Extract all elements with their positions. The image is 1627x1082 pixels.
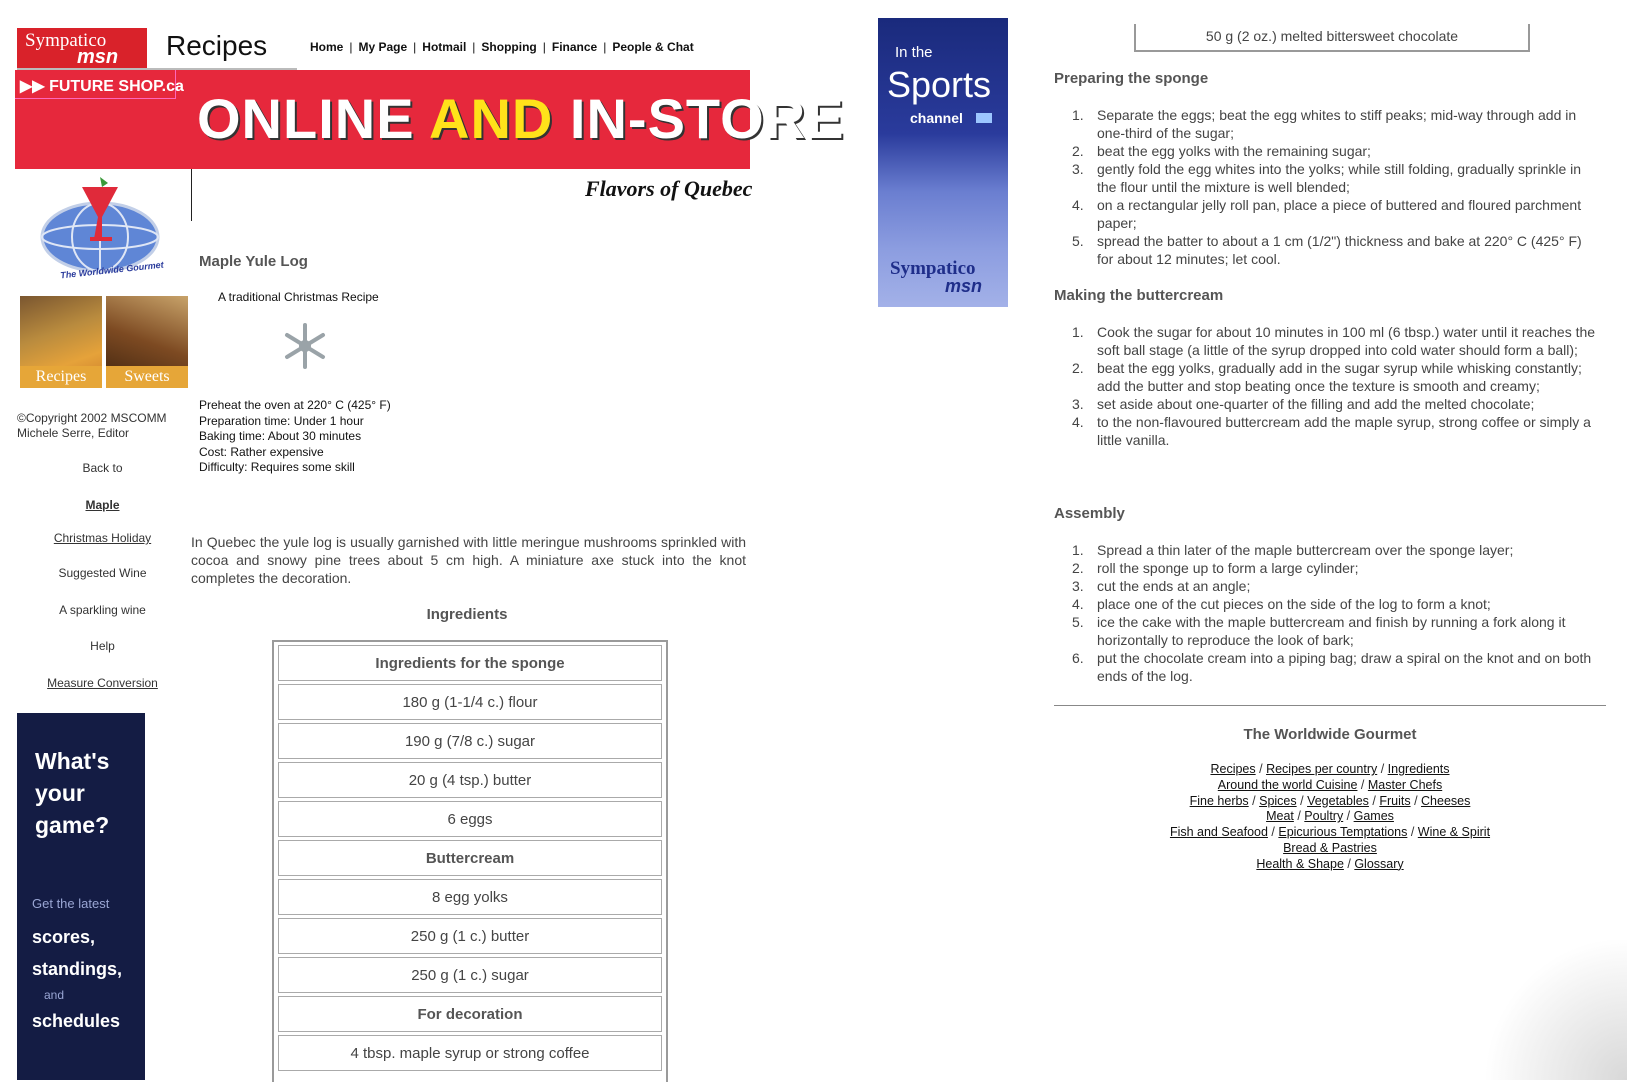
ingredients-heading: Ingredients xyxy=(426,606,508,623)
footer-link-row xyxy=(1054,857,1606,873)
ingredient-row: 20 g (4 tsp.) butter xyxy=(278,762,662,798)
sweets-thumb-label: Sweets xyxy=(106,366,188,388)
step-text: to the non-flavoured buttercream add the maple syrup, strong coffee or simply a little vanilla. xyxy=(1097,414,1591,448)
step-number: 1. xyxy=(1072,107,1084,123)
step-number: 3. xyxy=(1072,578,1084,594)
assembly-step xyxy=(1072,559,1602,577)
footer-link[interactable]: Fish and Seafood xyxy=(1169,825,1268,840)
buttercream-steps xyxy=(1072,323,1602,449)
ad-in-the: In the xyxy=(895,44,933,61)
sidebar-link-christmas-holiday[interactable]: Christmas Holiday xyxy=(53,531,152,545)
ingredient-row-chocolate: 50 g (2 oz.) melted bittersweet chocolate xyxy=(1134,24,1530,52)
step-text: Spread a thin later of the maple buttercream over the sponge layer; xyxy=(1097,542,1514,558)
assembly-step xyxy=(1072,613,1602,649)
footer-links xyxy=(1054,762,1606,873)
step-number: 2. xyxy=(1072,143,1084,159)
footer-divider xyxy=(1054,705,1606,706)
ingredient-group-header: Ingredients for the sponge xyxy=(278,645,662,681)
ad-scores: scores, xyxy=(32,927,96,947)
worldwide-gourmet-logo[interactable] xyxy=(30,173,170,288)
step-number: 5. xyxy=(1072,233,1084,249)
assembly-step xyxy=(1072,649,1602,685)
recipe-title: Maple Yule Log xyxy=(199,253,308,270)
assembly-steps xyxy=(1072,541,1602,685)
step-text: gently fold the egg whites into the yolks; while still folding, gradually sprinkle in the flour until the mixture is well blended; xyxy=(1097,161,1582,195)
whats-your-game-ad[interactable] xyxy=(17,713,145,1080)
footer-separator: / xyxy=(1293,809,1305,824)
sponge-heading: Preparing the sponge xyxy=(1054,70,1209,87)
nav-my-page[interactable]: My Page xyxy=(358,40,408,54)
nav-separator: | xyxy=(472,40,476,54)
footer-link-row xyxy=(1054,809,1606,825)
nav-separator: | xyxy=(542,40,546,54)
step-number: 6. xyxy=(1072,650,1084,666)
buttercream-step xyxy=(1072,413,1602,449)
assembly-step xyxy=(1072,577,1602,595)
recipe-facts xyxy=(199,398,391,476)
ad-headline-3: game? xyxy=(35,812,110,838)
buttercream-step xyxy=(1072,359,1602,395)
step-text: put the chocolate cream into a piping bag; draw a spiral on the knot and on both ends of the log. xyxy=(1097,650,1592,684)
back-to-label: Back to xyxy=(82,461,123,475)
footer-separator: / xyxy=(1368,793,1380,808)
sponge-step xyxy=(1072,232,1592,268)
scan-smudge xyxy=(1480,940,1627,1080)
footer-link[interactable]: Games xyxy=(1353,809,1394,824)
step-number: 1. xyxy=(1072,542,1084,558)
suggested-wine-label: Suggested Wine xyxy=(58,566,147,580)
recipes-thumbnail[interactable] xyxy=(20,296,102,388)
footer-link[interactable]: Recipes xyxy=(1210,762,1256,776)
ad-channel: channel xyxy=(910,110,963,126)
step-text: spread the batter to about a 1 cm (1/2") thickness and bake at 220° C (425° F) for about 12 minutes; let cool. xyxy=(1097,233,1582,267)
step-number: 4. xyxy=(1072,197,1084,213)
step-text: place one of the cut pieces on the side of the log to form a knot; xyxy=(1097,596,1491,612)
footer-link[interactable]: Health & Shape xyxy=(1256,856,1344,871)
footer-title: The Worldwide Gourmet xyxy=(1243,726,1417,743)
copyright-line2: Michele Serre, Editor xyxy=(17,426,130,440)
nav-separator: | xyxy=(603,40,607,54)
sponge-step xyxy=(1072,196,1592,232)
footer-link[interactable]: Master Chefs xyxy=(1367,777,1443,792)
fact-difficulty: Difficulty: Requires some skill xyxy=(199,460,355,474)
content-divider xyxy=(191,169,192,221)
banner-headline-a: ONLINE xyxy=(197,87,430,150)
fact-prep-time: Preparation time: Under 1 hour xyxy=(199,413,364,428)
step-number: 2. xyxy=(1072,560,1084,576)
step-number: 3. xyxy=(1072,396,1084,412)
footer-link[interactable]: Fruits xyxy=(1379,793,1411,808)
footer-link-row xyxy=(1054,825,1606,841)
ingredient-group-header: Buttercream xyxy=(278,840,662,876)
sponge-step xyxy=(1072,142,1592,160)
footer-separator: / xyxy=(1248,793,1260,808)
ad-headline-1: What's xyxy=(35,748,110,774)
nav-finance[interactable]: Finance xyxy=(551,40,598,54)
step-text: roll the sponge up to form a large cylinder; xyxy=(1097,560,1359,576)
double-chevron-icon: ▶▶ xyxy=(20,78,45,95)
step-number: 1. xyxy=(1072,324,1084,340)
ingredient-row: 180 g (1-1/4 c.) flour xyxy=(278,684,662,720)
logo-line1: Sympatico xyxy=(25,30,107,51)
step-number: 2. xyxy=(1072,360,1084,376)
sweets-thumbnail[interactable] xyxy=(106,296,188,388)
footer-link[interactable]: Spices xyxy=(1259,793,1297,808)
assembly-step xyxy=(1072,595,1602,613)
sponge-step xyxy=(1072,106,1592,142)
nav-home[interactable]: Home xyxy=(310,40,344,54)
ingredient-row: 250 g (1 c.) butter xyxy=(278,918,662,954)
recipe-subtitle: A traditional Christmas Recipe xyxy=(218,290,379,304)
ingredient-row: 250 g (1 c.) sugar xyxy=(278,957,662,993)
logo-line2: msn xyxy=(77,46,119,68)
footer-link[interactable]: Wine & Spirit xyxy=(1417,825,1491,840)
sidebar-link-maple[interactable]: Maple xyxy=(85,498,120,512)
assembly-heading: Assembly xyxy=(1054,505,1125,522)
ingredients-table xyxy=(272,640,668,1082)
banner-headline-c: IN-STORE xyxy=(553,87,845,150)
footer-separator: / xyxy=(1407,825,1418,840)
sponge-steps xyxy=(1072,106,1592,268)
arrow-right-icon xyxy=(976,113,992,123)
fact-oven: Preheat the oven at 220° C (425° F) xyxy=(199,398,391,412)
ingredient-row: 6 eggs xyxy=(278,801,662,837)
ad-sports: Sports xyxy=(887,64,992,105)
footer-separator: / xyxy=(1255,762,1267,776)
future-shop-banner-ad[interactable] xyxy=(15,70,845,169)
banner-headline-b: AND xyxy=(429,87,554,150)
step-number: 3. xyxy=(1072,161,1084,177)
copyright xyxy=(17,411,167,441)
footer-link[interactable]: Cheeses xyxy=(1421,793,1471,808)
nav-shopping[interactable]: Shopping xyxy=(481,40,537,54)
ingredient-row: 190 g (7/8 c.) sugar xyxy=(278,723,662,759)
step-number: 5. xyxy=(1072,614,1084,630)
buttercream-step xyxy=(1072,395,1602,413)
footer-link-row xyxy=(1054,794,1606,810)
ad-standings: standings, xyxy=(32,959,123,979)
step-text: beat the egg yolks with the remaining sugar; xyxy=(1097,143,1371,159)
footer-link[interactable]: Fine herbs xyxy=(1189,793,1249,808)
ad-get-latest: Get the latest xyxy=(32,896,110,911)
step-text: ice the cake with the maple buttercream and finish by running a fork along it horizontally to reproduce the look of bark; xyxy=(1097,614,1566,648)
recipe-intro: In Quebec the yule log is usually garnished with little meringue mushrooms sprinkled with cocoa and snowy pine trees about 5 cm high. A miniature axe stuck into the knot completes the decoration. xyxy=(191,534,746,586)
nav-separator: | xyxy=(349,40,353,54)
footer-separator: / xyxy=(1267,825,1279,840)
step-number: 4. xyxy=(1072,596,1084,612)
copyright-line1: ©Copyright 2002 MSCOMM xyxy=(17,411,167,425)
ad-and: and xyxy=(44,988,65,1002)
step-number: 4. xyxy=(1072,414,1084,430)
footer-link[interactable]: Meat xyxy=(1266,809,1294,824)
ingredient-group-header: For decoration xyxy=(278,996,662,1032)
globe-caption: The Worldwide Gourmet xyxy=(59,259,165,281)
buttercream-step xyxy=(1072,323,1602,359)
ad-sympatico: Sympatico xyxy=(890,258,976,279)
flavors-of-quebec: Flavors of Quebec xyxy=(585,176,753,201)
recipes-thumb-label: Recipes xyxy=(20,366,102,388)
fact-cost: Cost: Rather expensive xyxy=(199,444,324,459)
sports-channel-ad[interactable] xyxy=(878,18,1008,307)
ingredient-row: 8 egg yolks xyxy=(278,879,662,915)
footer-link[interactable]: Epicurious Temptations xyxy=(1278,825,1408,840)
nav-people-chat[interactable]: People & Chat xyxy=(612,40,694,54)
ad-headline xyxy=(35,745,109,841)
section-title: Recipes xyxy=(166,30,268,61)
sidebar-link-measure-conversion[interactable]: Measure Conversion xyxy=(47,676,158,690)
footer-link[interactable]: Around the world Cuisine xyxy=(1217,777,1358,792)
footer-link-row xyxy=(1054,762,1606,778)
footer-link-row xyxy=(1054,841,1606,857)
step-text: beat the egg yolks, gradually add in the sugar syrup while whisking constantly; add the butter and stop beating once the texture is smooth and creamy; xyxy=(1097,360,1582,394)
category-thumbnails xyxy=(20,296,188,388)
step-text: Cook the sugar for about 10 minutes in 100 ml (6 tbsp.) water until it reaches the soft ball stage (a little of the syrup dropped into cold water should form a ball); xyxy=(1097,324,1596,358)
banner-headline xyxy=(197,86,844,151)
future-shop-name: FUTURE SHOP.ca xyxy=(49,78,184,95)
footer-separator: / xyxy=(1296,793,1308,808)
step-text: set aside about one-quarter of the filling and add the melted chocolate; xyxy=(1097,396,1535,412)
footer-separator: / xyxy=(1410,793,1422,808)
footer-separator: / xyxy=(1343,809,1354,824)
footer-link[interactable]: Bread & Pastries xyxy=(1283,840,1377,855)
assembly-step xyxy=(1072,541,1602,559)
snowflake-icon xyxy=(282,323,328,369)
nav-separator: | xyxy=(413,40,417,54)
step-text: on a rectangular jelly roll pan, place a piece of buttered and floured parchment paper; xyxy=(1097,197,1582,231)
fact-baking-time: Baking time: About 30 minutes xyxy=(199,429,362,443)
step-text: cut the ends at an angle; xyxy=(1097,578,1251,594)
buttercream-heading: Making the buttercream xyxy=(1054,287,1224,304)
sparkling-wine-label: A sparkling wine xyxy=(59,603,146,617)
top-nav xyxy=(310,40,694,54)
sponge-step xyxy=(1072,160,1592,196)
footer-link[interactable]: Recipes per country xyxy=(1266,762,1378,776)
ad-body xyxy=(32,921,122,1037)
ad-headline-2: your xyxy=(35,780,85,806)
nav-hotmail[interactable]: Hotmail xyxy=(422,40,467,54)
footer-link[interactable]: Vegetables xyxy=(1307,793,1369,808)
sympatico-msn-logo[interactable] xyxy=(17,28,147,68)
help-label: Help xyxy=(90,639,115,653)
footer-link-row xyxy=(1054,778,1606,794)
step-text: Separate the eggs; beat the egg whites to stiff peaks; mid-way through add in one-third of the sugar; xyxy=(1097,107,1577,141)
future-shop-label xyxy=(20,76,184,96)
footer-link[interactable]: Poultry xyxy=(1304,809,1344,824)
ad-msn: msn xyxy=(945,276,983,296)
footer-separator: / xyxy=(1357,777,1368,792)
ingredient-row: 4 tbsp. maple syrup or strong coffee xyxy=(278,1035,662,1071)
footer-link[interactable]: Ingredients xyxy=(1387,762,1450,776)
ad-schedules: schedules xyxy=(32,1011,121,1031)
footer-separator: / xyxy=(1343,856,1355,871)
footer-separator: / xyxy=(1377,762,1388,776)
footer-link[interactable]: Glossary xyxy=(1354,856,1404,871)
